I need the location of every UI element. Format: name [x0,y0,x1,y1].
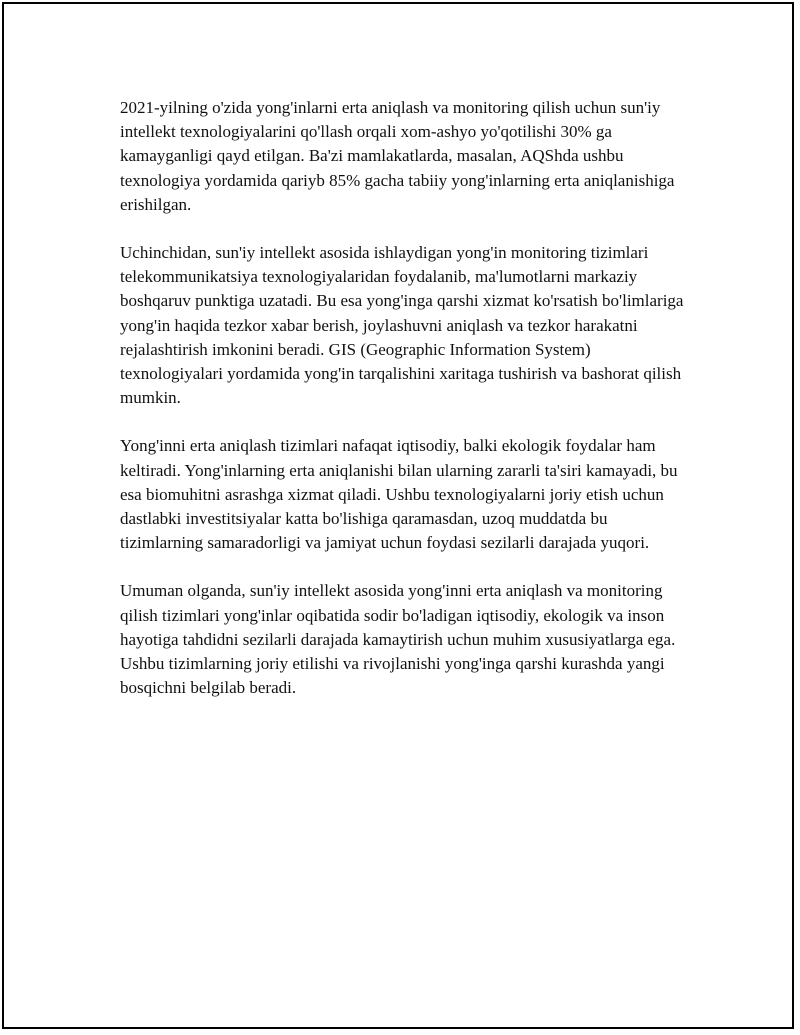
paragraph-2: Uchinchidan, sun'iy intellekt asosida ishlaydigan yong'in monitoring tizimlari telekommunikatsiya texnologiyalaridan foydalanib, ma'lumotlarni markaziy boshqaruv punktiga uzatadi. Bu esa yong'inga qarshi xizmat ko'rsatish bo'limlariga yong'in haqida tezkor xabar berish, joylashuvni aniqlash va tezkor harakatni rejalashtirish imkonini beradi. GIS (Geographic Information System) texnologiyalari yordamida yong'in tarqalishini xaritaga tushirish va bashorat qilish mumkin. [120,243,684,408]
document-page [2,2,794,1029]
paragraph-4: Umuman olganda, sun'iy intellekt asosida yong'inni erta aniqlash va monitoring qilish tizimlari yong'inlar oqibatida sodir bo'ladigan iqtisodiy, ekologik va inson hayotiga tahdidni sezilarli darajada kamaytirish uchun muhim xususiyatlarga ega. Ushbu tizimlarning joriy etilishi va rivojlanishi yong'inga qarshi kurashda yangi bosqichni belgilab beradi. [120,581,676,698]
paragraph-1: 2021-yilning o'zida yong'inlarni erta aniqlash va monitoring qilish uchun sun'iy intellekt texnologiyalarini qo'llash orqali xom-ashyo yo'qotilishi 30% ga kamayganligi qayd etilgan. Ba'zi mamlakatlarda, masalan, AQShda ushbu texnologiya yordamida qariyb 85% gacha tabiiy yong'inlarning erta aniqlanishiga erishilgan. [120,98,675,214]
paragraph-3: Yong'inni erta aniqlash tizimlari nafaqat iqtisodiy, balki ekologik foydalar ham keltiradi. Yong'inlarning erta aniqlanishi bilan ularning zararli ta'siri kamayadi, bu esa biomuhitni asrashga xizmat qiladi. Ushbu texnologiyalarni joriy etish uchun dastlabki investitsiyalar katta bo'lishiga qaramasdan, uzoq muddatda bu tizimlarning samaradorligi va jamiyat uchun foydasi sezilarli darajada yuqori. [120,436,678,553]
document-body [120,96,690,724]
